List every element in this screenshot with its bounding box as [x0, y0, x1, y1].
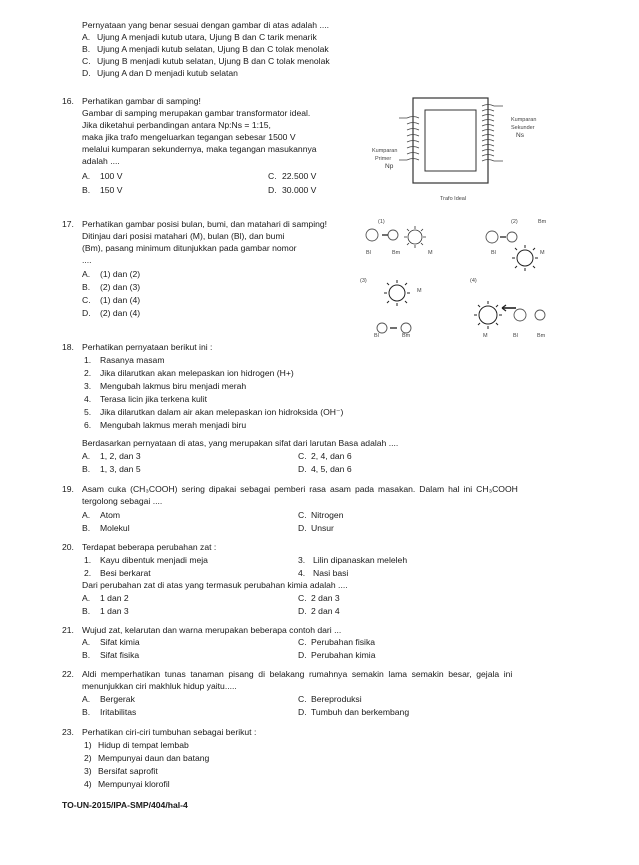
q18-opt-a-letter: A. [82, 451, 91, 461]
q19-number: 19. [62, 484, 74, 494]
q16-line-1: Perhatikan gambar di samping! [82, 96, 201, 106]
q16-opt-a-letter: A. [82, 171, 91, 181]
panel-4-bodies [474, 301, 545, 329]
q16-opt-a: 100 V [100, 171, 123, 181]
q16-number: 16. [62, 96, 74, 106]
q20-opt-c-letter: C. [298, 593, 307, 603]
q18-item-1-n: 1. [84, 355, 92, 365]
q18-item-3-n: 3. [84, 381, 92, 391]
ns-label: Ns [516, 132, 524, 139]
q18-item-6: Mengubah lakmus merah menjadi biru [100, 420, 247, 430]
q21-opt-c-letter: C. [298, 637, 307, 647]
q22-line-1: Aldi memperhatikan tunas tanaman pisang di belakang rumahnya semakin lama semakin besar, gejala ini [82, 669, 513, 679]
q18-opt-b-letter: B. [82, 464, 91, 474]
q17-opt-c: (1) dan (4) [100, 295, 141, 305]
q16-opt-d: 30.000 V [282, 185, 317, 195]
panel-3-bodies [377, 280, 411, 333]
q21-number: 21. [62, 625, 74, 635]
p1-label-m: M [428, 250, 433, 256]
q16-opt-b: 150 V [100, 185, 123, 195]
p4-label-bl: Bl [513, 333, 518, 339]
q18-item-6-n: 6. [84, 420, 92, 430]
q20-item-1: Kayu dibentuk menjadi meja [100, 555, 208, 565]
np-label: Np [385, 163, 394, 170]
tide-diagram-drawing [360, 215, 550, 345]
q15-opt-c: Ujung B menjadi kutub selatan, Ujung B dan C tolak menolak [97, 56, 330, 66]
q17-line-3: (Bm), pasang minimum ditunjukkan pada gambar nomor [82, 243, 297, 253]
q21-opt-b-letter: B. [82, 650, 91, 660]
q19-opt-a: Atom [100, 510, 121, 520]
q20-item-3: Lilin dipanaskan meleleh [313, 555, 408, 565]
q20-opt-d: 2 dan 4 [311, 606, 340, 616]
q18-opt-c: 2, 4, dan 6 [311, 451, 352, 461]
q18-opt-b: 1, 3, dan 5 [100, 464, 141, 474]
q17-opt-d: (2) dan (4) [100, 308, 141, 318]
q20-stem: Terdapat beberapa perubahan zat : [82, 542, 217, 552]
q16-line-2: Gambar di samping merupakan gambar transformator ideal. [82, 108, 311, 118]
q18-item-2-n: 2. [84, 368, 92, 378]
q17-line-2: Ditinjau dari posisi matahari (M), bulan (Bl), dan bumi [82, 231, 285, 241]
q23-item-3: Bersifat saprofit [98, 766, 158, 776]
q20-item-4-n: 4. [298, 568, 306, 578]
q18-item-5-n: 5. [84, 407, 92, 417]
q18-item-4-n: 4. [84, 394, 92, 404]
q16-opt-b-letter: B. [82, 185, 91, 195]
q19-line-1: Asam cuka (CH₃COOH) sering dipakai sebagai pemberi rasa asam pada masakan. Dalam hal ini CH₃COOH [82, 484, 518, 494]
q20-opt-c: 2 dan 3 [311, 593, 340, 603]
q21-opt-a-letter: A. [82, 637, 91, 647]
panel-1-bodies [366, 226, 426, 248]
q19-opt-a-letter: A. [82, 510, 91, 520]
q21-opt-c: Perubahan fisika [311, 637, 376, 647]
q20-opt-a: 1 dan 2 [100, 593, 129, 603]
q20-opt-d-letter: D. [298, 606, 307, 616]
q18-item-3: Mengubah lakmus biru menjadi merah [100, 381, 247, 391]
q22-opt-c: Bereproduksi [311, 694, 362, 704]
q23-item-4: Mempunyai klorofil [98, 779, 170, 789]
transformer-core-drawing [395, 88, 505, 198]
q19-opt-d: Unsur [311, 523, 334, 533]
q22-opt-a-letter: A. [82, 694, 91, 704]
q23-item-2-n: 2) [84, 753, 92, 763]
q18-item-2: Jika dilarutkan akan melepaskan ion hidrogen (H+) [100, 368, 294, 378]
p1-label-bm: Bm [392, 250, 401, 256]
q21-opt-d: Perubahan kimia [311, 650, 376, 660]
q23-item-1-n: 1) [84, 740, 92, 750]
sekunder-label-1: Kumparan [511, 117, 537, 123]
q23-item-2: Mempunyai daun dan batang [98, 753, 210, 763]
q15-opt-d-letter: D. [82, 68, 91, 78]
q20-item-2-n: 2. [84, 568, 92, 578]
q17-line-4: .... [82, 255, 92, 265]
q17-opt-b: (2) dan (3) [100, 282, 141, 292]
p2-label-bl: Bl [491, 250, 496, 256]
q22-opt-d: Tumbuh dan berkembang [311, 707, 410, 717]
q16-line-5: melalui kumparan sekundernya, maka tegangan masukannya [82, 144, 317, 154]
q21-stem: Wujud zat, kelarutan dan warna merupakan beberapa contoh dari ... [82, 625, 342, 635]
q16-opt-d-letter: D. [268, 185, 277, 195]
panel-4-number: (4) [470, 278, 477, 284]
q20-question: Dari perubahan zat di atas yang termasuk perubahan kimia adalah .... [82, 580, 348, 590]
p3-label-m: M [417, 288, 422, 294]
q18-question: Berdasarkan pernyataan di atas, yang merupakan sifat dari larutan Basa adalah .... [82, 438, 399, 448]
q15-opt-c-letter: C. [82, 56, 91, 66]
q19-opt-b: Molekul [100, 523, 130, 533]
q16-line-4: maka jika trafo mengeluarkan tegangan sebesar 1500 V [82, 132, 296, 142]
q15-opt-d: Ujung A dan D menjadi kutub selatan [97, 68, 238, 78]
q15-opt-a: Ujung A menjadi kutub utara, Ujung B dan C tarik menarik [97, 32, 317, 42]
q18-opt-a: 1, 2, dan 3 [100, 451, 141, 461]
p3-label-bm: Bm [402, 333, 411, 339]
q15-opt-a-letter: A. [82, 32, 91, 42]
q16-line-3: Jika diketahui perbandingan antara Np:Ns = 1:15, [82, 120, 271, 130]
page-footer: TO-UN-2015/IPA-SMP/404/hal-4 [62, 800, 188, 810]
q20-opt-b-letter: B. [82, 606, 91, 616]
trafo-caption: Trafo Ideal [440, 196, 467, 202]
p2-label-m: M [540, 250, 545, 256]
p1-label-bl: Bl [366, 250, 371, 256]
q20-number: 20. [62, 542, 74, 552]
q20-item-4: Nasi basi [313, 568, 349, 578]
q18-opt-d: 4, 5, dan 6 [311, 464, 352, 474]
q18-opt-c-letter: C. [298, 451, 307, 461]
q19-opt-c-letter: C. [298, 510, 307, 520]
q19-line-2: tergolong sebagai .... [82, 496, 163, 506]
q21-opt-a: Sifat kimia [100, 637, 140, 647]
q22-opt-d-letter: D. [298, 707, 307, 717]
q15-opt-b: Ujung A menjadi kutub selatan, Ujung B dan C tolak menolak [97, 44, 329, 54]
q22-opt-c-letter: C. [298, 694, 307, 704]
q18-stem: Perhatikan pernyataan berikut ini : [82, 342, 213, 352]
q21-opt-d-letter: D. [298, 650, 307, 660]
primer-label-1: Kumparan [372, 148, 398, 154]
q22-number: 22. [62, 669, 74, 679]
q20-item-1-n: 1. [84, 555, 92, 565]
q16-opt-c-letter: C. [268, 171, 277, 181]
panel-2-number: (2) [511, 219, 518, 225]
q19-opt-c: Nitrogen [311, 510, 344, 520]
q20-item-3-n: 3. [298, 555, 306, 565]
primer-label-2: Primer [375, 156, 392, 162]
q23-item-1: Hidup di tempat lembab [98, 740, 189, 750]
panel-1-number: (1) [378, 219, 385, 225]
q20-opt-a-letter: A. [82, 593, 91, 603]
p4-label-bm: Bm [537, 333, 546, 339]
p3-label-bl: Bl [374, 333, 379, 339]
q17-opt-c-letter: C. [82, 295, 91, 305]
q16-opt-c: 22.500 V [282, 171, 317, 181]
q22-opt-b: Iritabilitas [100, 707, 137, 717]
q17-opt-a-letter: A. [82, 269, 91, 279]
q22-line-2: menunjukkan ciri makhluk hidup yaitu..... [82, 681, 237, 691]
q15-stem: Pernyataan yang benar sesuai dengan gambar di atas adalah .... [82, 20, 330, 30]
sekunder-label-2: Sekunder [511, 125, 535, 131]
q18-item-4: Terasa licin jika terkena kulit [100, 394, 207, 404]
q18-number: 18. [62, 342, 74, 352]
q20-opt-b: 1 dan 3 [100, 606, 129, 616]
q21-opt-b: Sifat fisika [100, 650, 140, 660]
q23-stem: Perhatikan ciri-ciri tumbuhan sebagai berikut : [82, 727, 257, 737]
q22-opt-a: Bergerak [100, 694, 135, 704]
q18-item-1: Rasanya masam [100, 355, 165, 365]
p2-label-bm: Bm [538, 219, 547, 225]
q23-item-4-n: 4) [84, 779, 92, 789]
q17-number: 17. [62, 219, 74, 229]
q22-opt-b-letter: B. [82, 707, 91, 717]
q19-opt-b-letter: B. [82, 523, 91, 533]
q17-opt-b-letter: B. [82, 282, 91, 292]
q23-item-3-n: 3) [84, 766, 92, 776]
panel-3-number: (3) [360, 278, 367, 284]
q17-line-1: Perhatikan gambar posisi bulan, bumi, dan matahari di samping! [82, 219, 328, 229]
q18-item-5: Jika dilarutkan dalam air akan melepaskan ion hidroksida (OH⁻) [100, 407, 344, 417]
q19-opt-d-letter: D. [298, 523, 307, 533]
p4-label-m: M [483, 333, 488, 339]
q18-opt-d-letter: D. [298, 464, 307, 474]
q15-opt-b-letter: B. [82, 44, 91, 54]
q17-opt-d-letter: D. [82, 308, 91, 318]
q16-line-6: adalah .... [82, 156, 120, 166]
q20-item-2: Besi berkarat [100, 568, 151, 578]
q17-opt-a: (1) dan (2) [100, 269, 141, 279]
q23-number: 23. [62, 727, 74, 737]
